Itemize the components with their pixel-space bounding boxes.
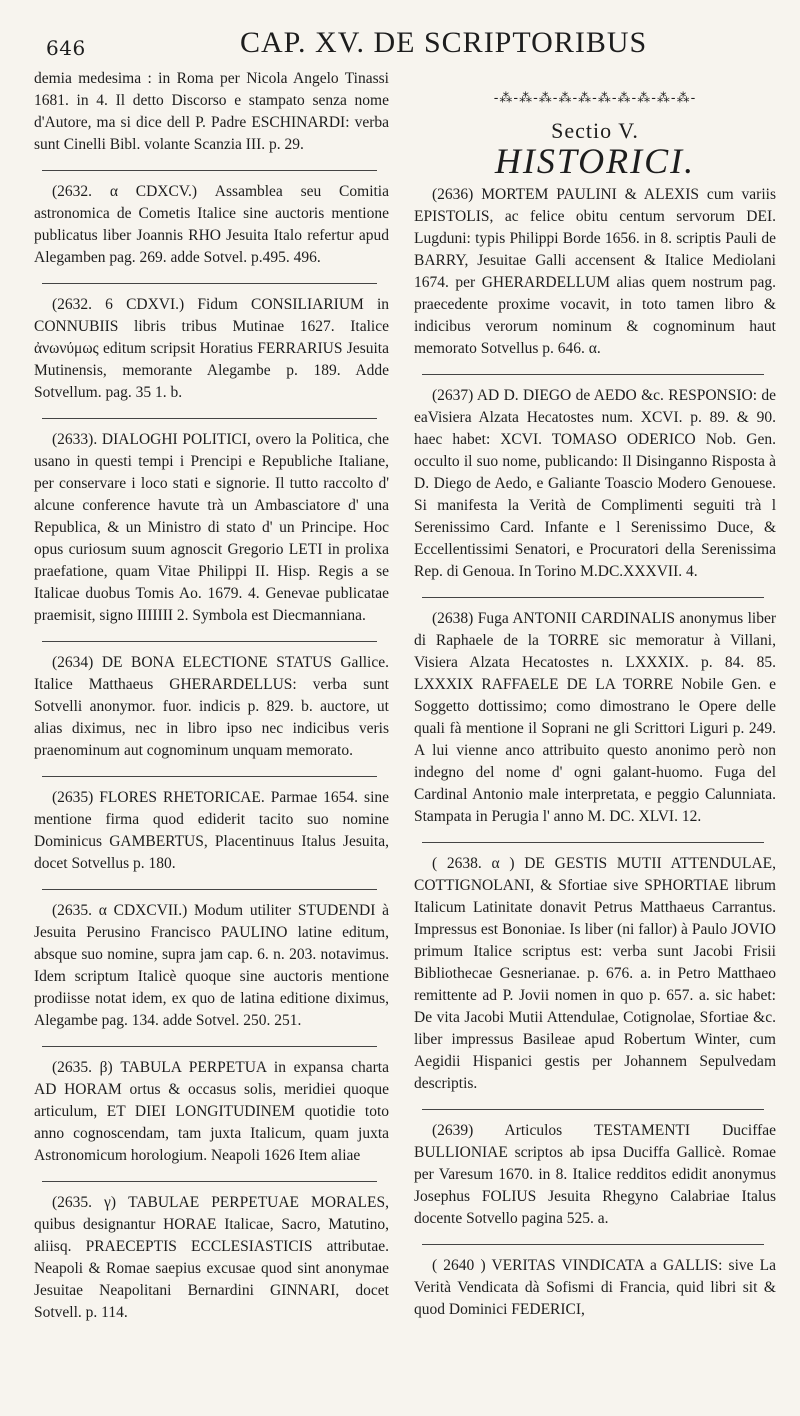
entry-2632a: (2632. α CDXCV.) Assamblea seu Comitia astronomica de Cometis Italice sine auctoris mentione publicatus liber Joannis RHO Jesuita Italo refertur apud Alegamben pag. 269. adde Sotvel. p.495. 496. bbox=[34, 183, 389, 266]
section-label: Sectio V. bbox=[551, 118, 639, 143]
divider bbox=[42, 1046, 377, 1047]
entry-2635a: (2635. α CDXCVII.) Modum utiliter STUDENDI à Jesuita Perusino Francisco PAULINO latine editum, absque suo nomine, supra jam cap. 6. n. 203. notavimus. Idem scriptum Italicè quoque sine auctoris mentione prodiisse notat idem, ex quo de latina editione diximus, Alegambe pag. 134. adde Sotvel. 250. 251. bbox=[34, 902, 389, 1029]
page-number: 646 bbox=[46, 36, 86, 60]
divider bbox=[42, 641, 377, 642]
divider bbox=[42, 170, 377, 171]
entry-2638a: ( 2638. α ) DE GESTIS MUTII ATTENDULAE, COTTIGNOLANI, & Sfortiae sive SPHORTIAE librum Italicum Latinitate donavit Petrus Matthaeus Carrantus. Impressus est Bononiae. Is liber (ni fallor) à Paulo JOVIO primum Italice scriptus est: verba sunt Jacobi Frisii Bibliothecae Gesnerianae. p. 676. a. in Petro Matthaeo remittente ad P. Jovii nomen in quo p. 657. a. sic habet: De vita Jacobi Mutii Attendulae, Cotignolae, Sfortiae &c. liber impressus Basileae apud Robertum Winter, cum Aegidii Hispanici gestis per Johannem Sepulvedam descriptis. bbox=[414, 855, 776, 1092]
entry-2640: ( 2640 ) VERITAS VINDICATA a GALLIS: sive La Verità Vendicata dà Sofismi di Francia, quid libri sit & quod Dominici FEDERICI, bbox=[414, 1257, 776, 1318]
divider bbox=[422, 597, 764, 598]
entry-continuation: demia medesima : in Roma per Nicola Angelo Tinassi 1681. in 4. Il detto Discorso e stampato senza nome d'Autore, ma si dice dell P. Padre ESCHINARDI: verba sunt Cinelli Bibl. volante Scanzia III. p. 29. bbox=[34, 70, 389, 153]
running-title: CAP. XV. DE SCRIPTORIBUS bbox=[240, 26, 648, 59]
entry-2635: (2635) FLORES RHETORICAE. Parmae 1654. sine mentione firma quod ediderit tacito suo nomine Dominicus GAMBERTUS, Placentinuus Italus Jesuita, docet Sotvellus p. 180. bbox=[34, 789, 389, 872]
divider bbox=[422, 374, 764, 375]
divider bbox=[42, 889, 377, 890]
entry-2634: (2634) DE BONA ELECTIONE STATUS Gallice. Italice Matthaeus GHERARDELLUS: verba sunt Sotvelli anonymor. fuor. indicis p. 829. b. auctore, ut alias diximus, nec in libro ipso nec indicibus veris praenominum aut cognominum unquam memorato. bbox=[34, 654, 389, 759]
entry-2638: (2638) Fuga ANTONII CARDINALIS anonymus liber di Raphaele de la TORRE sic memoratur à Villani, Visiera Alzata Hecatostes n. LXXXIX. p. 84. 85. LXXXIX RAFFAELE DE LA TORRE Nobile Gen. e Soggetto dottissimo; como dimostrano le Opere delle quali fà mentione il Soprani ne gli Scrittori Liguri p. 249. A lui vienne anco attribuito questo anonimo però non indegno del nome d' ogni galant-huomo. Fuga del Cardinal Antonio male interpretata, e peggio Calunniata. Stampata in Perugia l' anno M. DC. XLVI. 12. bbox=[414, 610, 776, 825]
entry-2639: (2639) Articulos TESTAMENTI Duciffae BULLIONIAE scriptos ab ipsa Duciffa Gallicè. Romae per Varesum 1670. in 8. Italice redditos edidit anonymus Josephus FOLIUS Jesuita Rhegyno Calabriae Italus docente Sotvello pagina 525. a. bbox=[414, 1122, 776, 1227]
page-header bbox=[40, 12, 770, 60]
divider bbox=[422, 842, 764, 843]
entry-2635c: (2635. γ) TABULAE PERPETUAE MORALES, quibus designantur HORAE Italicae, Sacro, Matutino, aliisq. PRAECEPTIS ECCLESIASTICIS attributae. Neapoli & Romae saepius excusae quod sint anonymae Jesuitae Neapolitani Bernardini GINNARI, docet Sotvell. p. 114. bbox=[34, 1194, 389, 1321]
divider bbox=[422, 1244, 764, 1245]
entry-2637: (2637) AD D. DIEGO de AEDO &c. RESPONSIO: de eaVisiera Alzata Hecatostes num. XCVI. p. 89. & 90. haec habet: XCVI. TOMASO ODERICO Nob. Gen. occulto il suo nome, publicando: Il Disinganno Risposta à D. Diego de Aedo, e Galiante Toascio Modero Genouese. Si manifesta la Verità de Complimenti seguiti trà l Serenissimo Card. Infante e l Serenissimo Duce, & Eccellentissimi Senatori, e Procuratori della Serenissima Rep. di Genoua. In Torino M.DC.XXXVII. 4. bbox=[414, 387, 776, 580]
right-column bbox=[414, 88, 776, 1321]
left-column bbox=[34, 68, 389, 1324]
section-title: HISTORICI. bbox=[494, 141, 696, 181]
ornament-band: -⁂-⁂-⁂-⁂-⁂-⁂-⁂-⁂-⁂-⁂- bbox=[493, 91, 697, 106]
entry-2636: (2636) MORTEM PAULINI & ALEXIS cum variis EPISTOLIS, ac felice obitu centum servorum DEI. Lugduni: typis Philippi Borde 1656. in 8. scriptis Pauli de BARRY, Jesuitae Galli accensent & Italice Mediolani 1674. per GHERARDELLUM alias quem nostrum pag. praecedente proxime vocavit, in toto tamen libro & indicibus verorum nominum & cognominum haut memorato Sotvellus p. 646. α. bbox=[414, 186, 776, 357]
entry-2632b: (2632. 6 CDXVI.) Fidum CONSILIARIUM in CONNUBIIS libris tribus Mutinae 1627. Italice ἀνωνύμως editum scripsit Horatius FERRARIUS Jesuita Mutinensis, memorante Alegambe p. 189. Adde Sotvellum. pag. 35 1. b. bbox=[34, 296, 389, 401]
divider bbox=[422, 1109, 764, 1110]
divider bbox=[42, 418, 377, 419]
divider bbox=[42, 283, 377, 284]
entry-2633: (2633). DIALOGHI POLITICI, overo la Politica, che usano in questi tempi i Prencipi e Republiche Italiane, per conservare i loco stati e signorie. Il tutto raccolto d' alcune conference havute trà un Ambasciatore d' una Republica, & un Ministro di stato d' un Principe. Hoc opus curiosum suum agnoscit Gregorio LETI in prolixa praefatione, quam Vitae Philippi II. Hisp. Regis a se Italicae duobus Tomis Ao. 1679. 4. Genevae publicatae praemisit, signo IIIIIII 2. Symbola est Diecmanniana. bbox=[34, 431, 389, 624]
entry-2635b: (2635. β) TABULA PERPETUA in expansa charta AD HORAM ortus & occasus solis, meridiei quoque articulum, ET DIEI LONGITUDINEM quotidie toto anno cognoscendam, tam juxta Italicum, quam juxta Astronomicum horologium. Neapoli 1626 Item aliae bbox=[34, 1059, 389, 1164]
divider bbox=[42, 1181, 377, 1182]
divider bbox=[42, 776, 377, 777]
